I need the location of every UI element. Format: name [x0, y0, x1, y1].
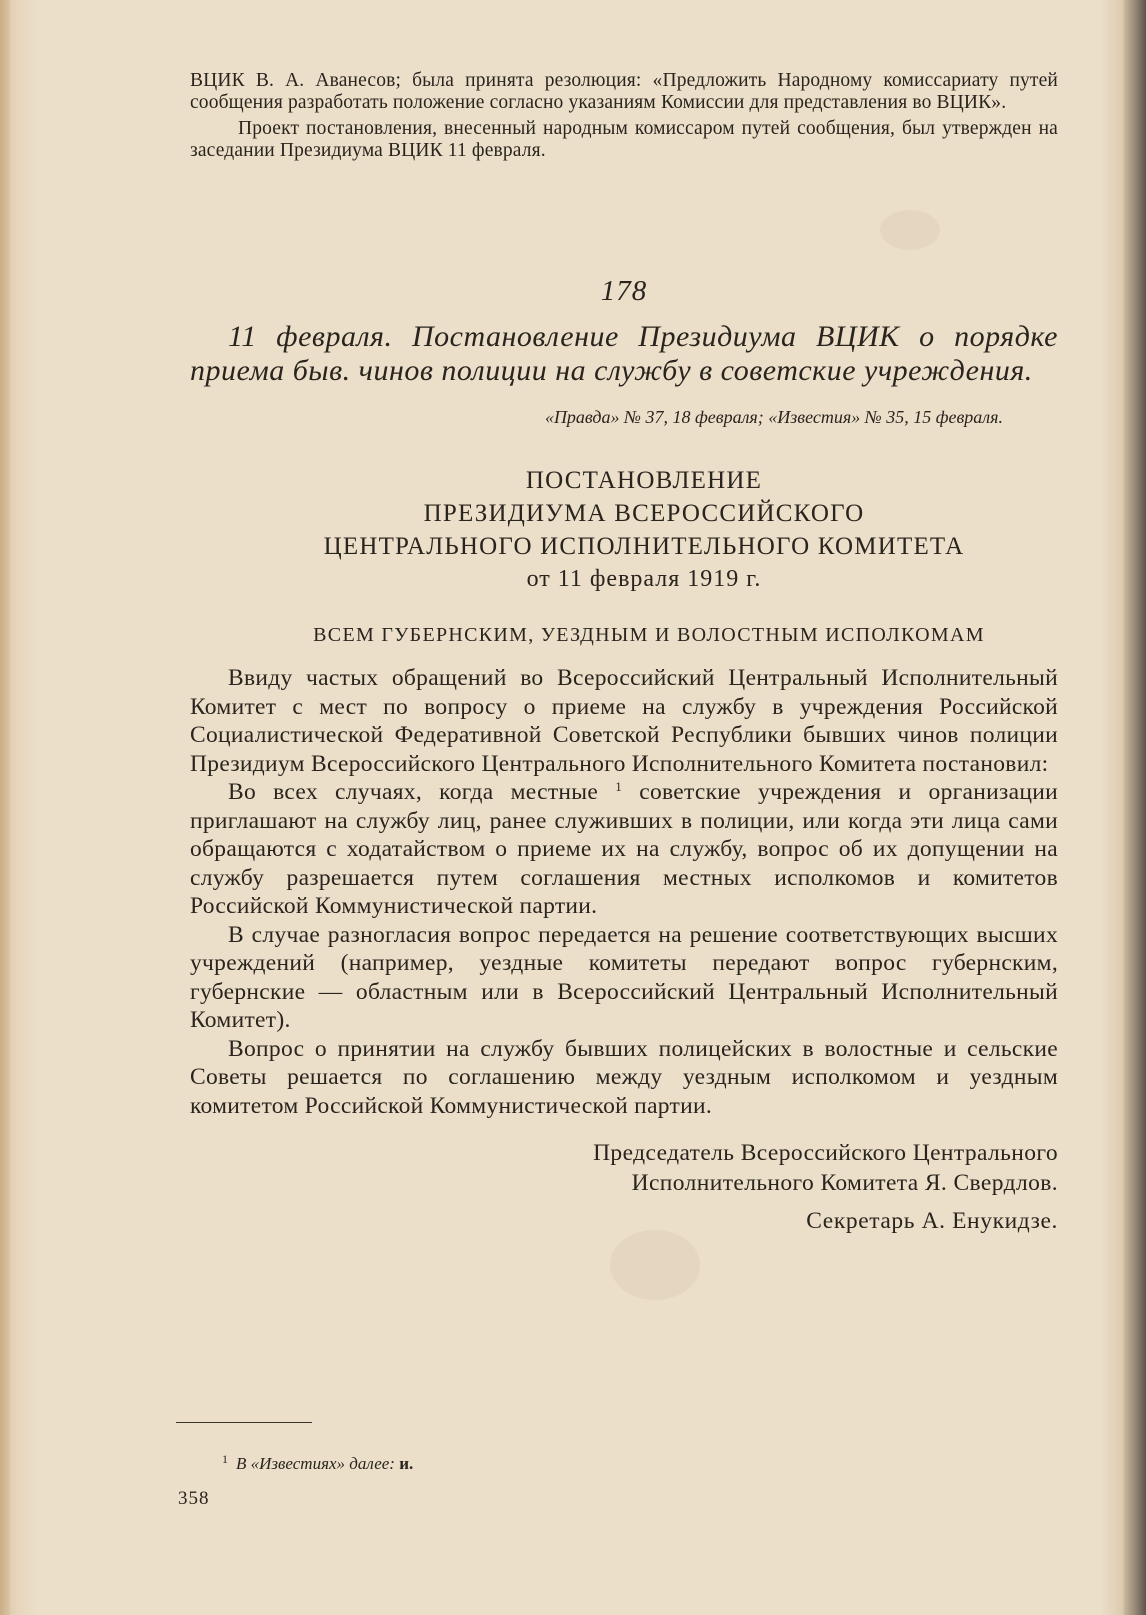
page-content — [190, 70, 1058, 1236]
decree-date: от 11 февраля 1919 г. — [526, 566, 762, 592]
document-heading: 11 февраля. Постановление Президиума ВЦИК о порядке приема быв. чинов полиции на службу в советские учреждения. — [190, 320, 1058, 387]
document-source: «Правда» № 37, 18 февраля; «Известия» № 35, 15 февраля. — [544, 407, 1003, 427]
footnote-value: и. — [399, 1454, 414, 1473]
footnote-reference: 1 — [615, 779, 623, 794]
body-paragraph-2 — [190, 778, 1058, 921]
footnote-text: В «Известиях» далее: — [236, 1454, 395, 1473]
decree-title-line-2: ПРЕЗИДИУМА ВСЕРОССИЙСКОГО — [423, 500, 865, 527]
secretary-signature: Секретарь А. Енукидзе. — [806, 1208, 1058, 1234]
body-paragraph-3: В случае разногласия вопрос передается на решение соответствующих высших учреждений (например, уездные комитеты передают вопрос губернским, губернские — областным или в Всероссийский Центральный Исполнительный Комитет). — [190, 921, 1058, 1033]
chairman-signature — [190, 1138, 1058, 1198]
intro-paragraph-1: ВЦИК В. А. Аванесов; была принята резолюция: «Предложить Народному комиссариату путей сообщения разработать положение согласно указаниям Комиссии для представления во ВЦИК». — [190, 70, 1058, 113]
footnote — [222, 1448, 413, 1475]
decree-title — [190, 464, 1058, 596]
body-paragraph-2-start: Во всех случаях, когда местные — [228, 779, 599, 805]
decree-title-line-1: ПОСТАНОВЛЕНИЕ — [525, 467, 763, 494]
page-left-edge — [0, 0, 10, 1615]
chairman-line-2: Исполнительного Комитета Я. Свердлов. — [631, 1170, 1058, 1196]
body-paragraph-4: Вопрос о принятии на службу бывших полицейских в волостные и сельские Советы решается по соглашению между уездным исполкомом и уездным комитетом Российской Коммунистической партии. — [190, 1035, 1058, 1119]
document-number: 178 — [600, 275, 648, 307]
decree-addressee: ВСЕМ ГУБЕРНСКИМ, УЕЗДНЫМ И ВОЛОСТНЫМ ИСПОЛКОМАМ — [313, 624, 985, 646]
chairman-line-1: Председатель Всероссийского Центрального — [593, 1140, 1058, 1166]
decree-title-line-3: ЦЕНТРАЛЬНОГО ИСПОЛНИТЕЛЬНОГО КОМИТЕТА — [323, 533, 965, 560]
body-paragraph-2-rest: советские учреждения и организации приглашают на службу лиц, ранее служивших в полиции, или когда эти лица сами обращаются с ходатайством о приеме их на службу, вопрос об их допущении на службу разрешается путем соглашения местных исполкомов и комитетов Российской Коммунистической партии. — [190, 779, 1058, 919]
book-gutter — [1124, 0, 1146, 1615]
decree-body — [190, 664, 1058, 1120]
paper-stain — [610, 1230, 700, 1300]
footnote-mark: 1 — [222, 1452, 228, 1466]
body-paragraph-1: Ввиду частых обращений во Всероссийский Центральный Исполнительный Комитет с мест по вопросу о приеме на службу в учреждения Российской Социалистической Федеративной Советской Республики бывших чинов полиции Президиум Всероссийского Центрального Исполнительного Комитета постановил: — [190, 665, 1058, 777]
intro-paragraph-2: Проект постановления, внесенный народным комиссаром путей сообщения, был утвержден на заседании Президиума ВЦИК 11 февраля. — [190, 118, 1058, 161]
page-number: 358 — [178, 1488, 210, 1509]
footnote-divider — [176, 1422, 312, 1423]
